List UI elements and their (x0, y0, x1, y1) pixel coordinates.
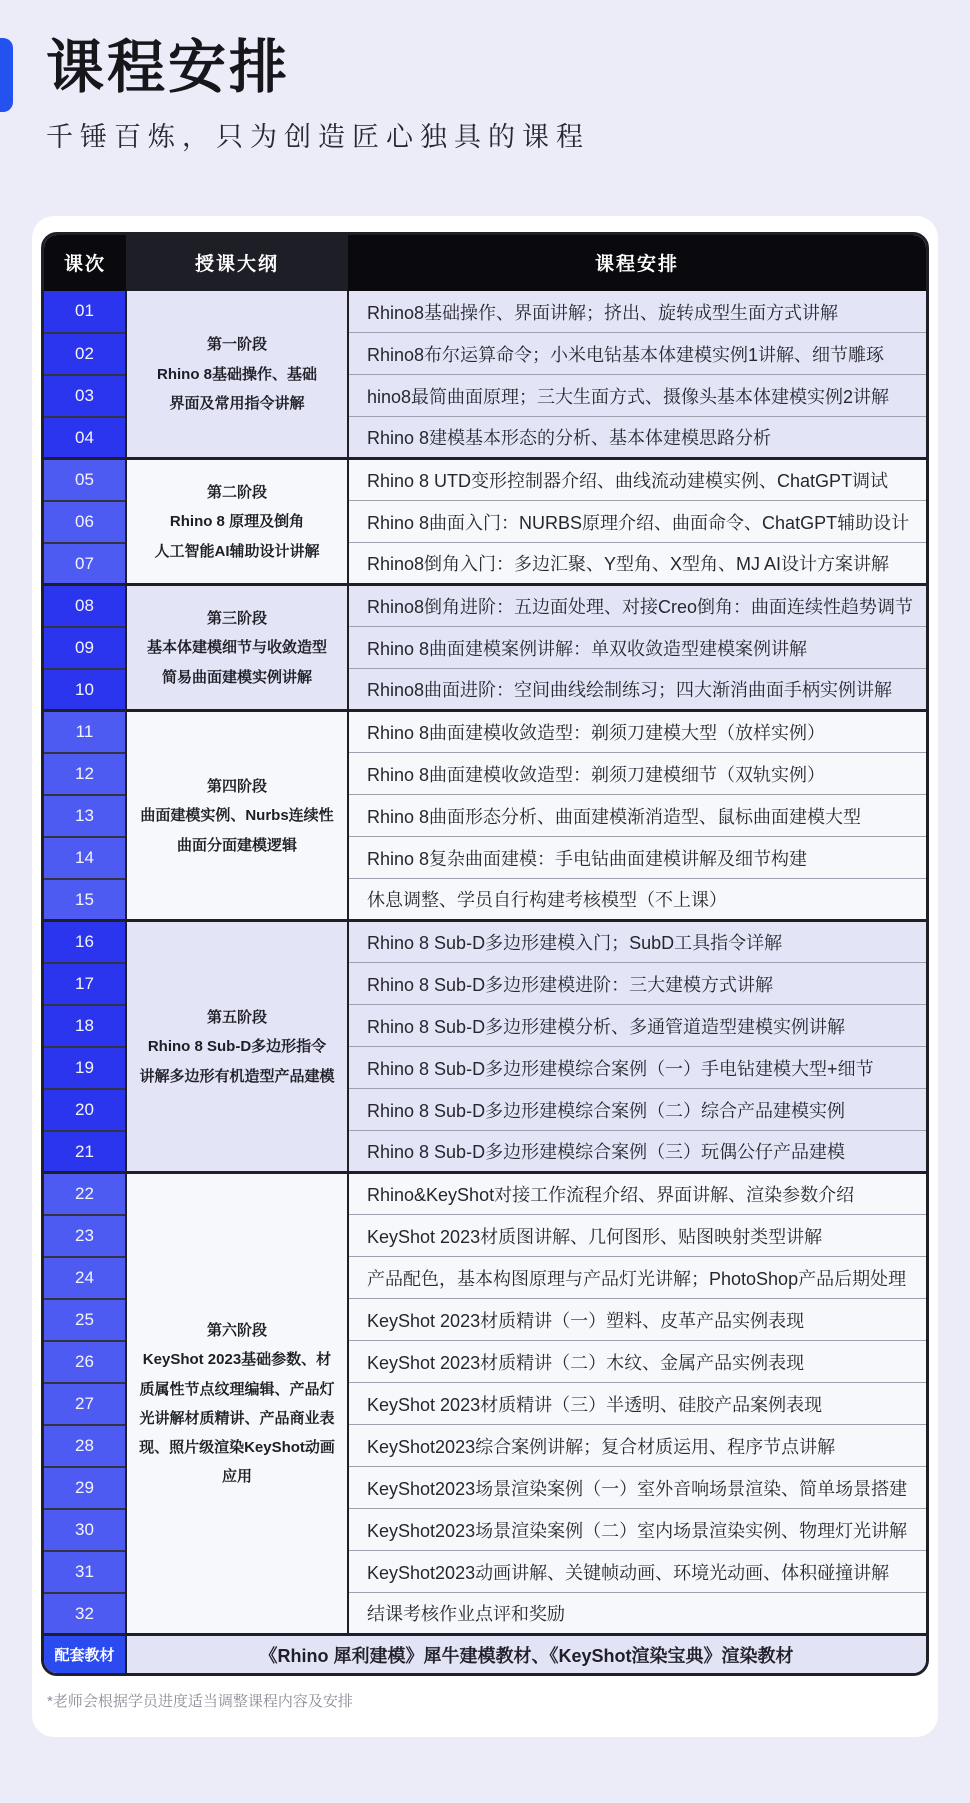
lesson-number: 18 (44, 1005, 126, 1047)
stage-outline-line: 质属性节点纹理编辑、产品灯 (139, 1380, 335, 1398)
lesson-number: 29 (44, 1467, 126, 1509)
lesson-number: 31 (44, 1551, 126, 1593)
course-table-body (44, 291, 926, 1635)
lesson-content: Rhino 8 UTD变形控制器介绍、曲线流动建模实例、ChatGPT调试 (348, 459, 926, 501)
stage-outline-line: 第三阶段 (206, 610, 267, 628)
stage-outline-line: 第六阶段 (206, 1322, 267, 1340)
lesson-content: hino8最简曲面原理；三大生面方式、摄像头基本体建模实例2讲解 (348, 375, 926, 417)
lesson-content: 产品配色，基本构图原理与产品灯光讲解；PhotoShop产品后期处理 (348, 1257, 926, 1299)
lesson-content: Rhino 8 Sub-D多边形建模入门；SubD工具指令详解 (348, 921, 926, 963)
lesson-number: 01 (44, 291, 126, 333)
lesson-number: 14 (44, 837, 126, 879)
lesson-content: Rhino 8曲面入门：NURBS原理介绍、曲面命令、ChatGPT辅助设计 (348, 501, 926, 543)
stage-outline-line: 基本体建模细节与收敛造型 (146, 639, 327, 657)
lesson-number: 27 (44, 1383, 126, 1425)
stage-outline-line: 讲解多边形有机造型产品建模 (139, 1067, 335, 1085)
lesson-number: 09 (44, 627, 126, 669)
stage-outline-line: 应用 (221, 1468, 252, 1486)
lesson-content: KeyShot 2023材质精讲（三）半透明、硅胶产品案例表现 (348, 1383, 926, 1425)
lesson-number: 06 (44, 501, 126, 543)
stage-outline-line: 第四阶段 (206, 778, 267, 796)
stage-outline-line: 人工智能AI辅助设计讲解 (154, 542, 320, 560)
table-header-row (44, 235, 926, 291)
materials-content: 《Rhino 犀利建模》犀牛建模教材、《KeyShot渲染宝典》渲染教材 (126, 1635, 926, 1673)
lesson-number: 19 (44, 1047, 126, 1089)
lesson-content: KeyShot 2023材质图讲解、几何图形、贴图映射类型讲解 (348, 1215, 926, 1257)
lesson-number: 30 (44, 1509, 126, 1551)
table-row (44, 585, 926, 627)
page-header (0, 0, 970, 154)
lesson-content: Rhino8倒角进阶：五边面处理、对接Creo倒角：曲面连续性趋势调节 (348, 585, 926, 627)
lesson-content: 休息调整、学员自行构建考核模型（不上课） (348, 879, 926, 921)
lesson-content: Rhino 8 Sub-D多边形建模分析、多通管道造型建模实例讲解 (348, 1005, 926, 1047)
stage-outline-line: 简易曲面建模实例讲解 (161, 668, 312, 686)
table-row (44, 711, 926, 753)
lesson-number: 24 (44, 1257, 126, 1299)
stage-outline-line: Rhino 8基础操作、基础 (157, 365, 317, 383)
lesson-number: 10 (44, 669, 126, 711)
lesson-content: KeyShot2023综合案例讲解；复合材质运用、程序节点讲解 (348, 1425, 926, 1467)
lesson-content: Rhino8基础操作、界面讲解；挤出、旋转成型生面方式讲解 (348, 291, 926, 333)
stage-outline (126, 921, 348, 1173)
lesson-content: Rhino 8曲面建模收敛造型：剃须刀建模细节（双轨实例） (348, 753, 926, 795)
stage-outline (126, 459, 348, 585)
course-schedule-table (44, 235, 926, 1673)
stage-outline (126, 1173, 348, 1635)
stage-outline-line: 曲面建模实例、Nurbs连续性 (140, 807, 334, 825)
page-title: 课程安排 (46, 35, 291, 100)
lesson-number: 02 (44, 333, 126, 375)
materials-row (44, 1635, 926, 1673)
col-header-lesson-no: 课次 (44, 235, 126, 291)
lesson-number: 13 (44, 795, 126, 837)
lesson-number: 07 (44, 543, 126, 585)
stage-outline (126, 711, 348, 921)
lesson-content: Rhino 8复杂曲面建模：手电钻曲面建模讲解及细节构建 (348, 837, 926, 879)
stage-outline-line: 光讲解材质精讲、产品商业表 (139, 1409, 335, 1427)
stage-outline (126, 585, 348, 711)
lesson-number: 03 (44, 375, 126, 417)
stage-outline-line: 第五阶段 (206, 1009, 267, 1027)
stage-outline-line: 第一阶段 (206, 336, 267, 354)
course-table (41, 232, 929, 1676)
lesson-number: 25 (44, 1299, 126, 1341)
lesson-content: KeyShot 2023材质精讲（一）塑料、皮革产品实例表现 (348, 1299, 926, 1341)
lesson-content: KeyShot2023场景渲染案例（一）室外音响场景渲染、简单场景搭建 (348, 1467, 926, 1509)
lesson-number: 16 (44, 921, 126, 963)
lesson-content: KeyShot 2023材质精讲（二）木纹、金属产品实例表现 (348, 1341, 926, 1383)
lesson-number: 11 (44, 711, 126, 753)
stage-outline-line: 现、照片级渲染KeyShot动画 (139, 1439, 335, 1457)
lesson-number: 15 (44, 879, 126, 921)
lesson-number: 23 (44, 1215, 126, 1257)
lesson-content: Rhino 8 Sub-D多边形建模进阶：三大建模方式讲解 (348, 963, 926, 1005)
stage-outline-line: Rhino 8 Sub-D多边形指令 (147, 1038, 327, 1056)
lesson-number: 05 (44, 459, 126, 501)
lesson-number: 12 (44, 753, 126, 795)
lesson-content: Rhino8布尔运算命令；小米电钻基本体建模实例1讲解、细节雕琢 (348, 333, 926, 375)
lesson-content: Rhino 8 Sub-D多边形建模综合案例（一）手电钻建模大型+细节 (348, 1047, 926, 1089)
lesson-content: 结课考核作业点评和奖励 (348, 1593, 926, 1635)
materials-label: 配套教材 (44, 1635, 126, 1673)
lesson-number: 04 (44, 417, 126, 459)
lesson-number: 08 (44, 585, 126, 627)
lesson-number: 20 (44, 1089, 126, 1131)
lesson-content: Rhino8曲面进阶：空间曲线绘制练习；四大渐消曲面手柄实例讲解 (348, 669, 926, 711)
table-row (44, 1173, 926, 1215)
lesson-number: 26 (44, 1341, 126, 1383)
stage-outline-line: 第二阶段 (206, 484, 267, 502)
lesson-number: 32 (44, 1593, 126, 1635)
lesson-content: Rhino 8 Sub-D多边形建模综合案例（二）综合产品建模实例 (348, 1089, 926, 1131)
col-header-schedule: 课程安排 (348, 235, 926, 291)
lesson-content: Rhino 8建模基本形态的分析、基本体建模思路分析 (348, 417, 926, 459)
lesson-content: Rhino 8曲面建模收敛造型：剃须刀建模大型（放样实例） (348, 711, 926, 753)
lesson-number: 28 (44, 1425, 126, 1467)
schedule-card (32, 216, 938, 1737)
stage-outline (126, 291, 348, 459)
lesson-content: Rhino&KeyShot对接工作流程介绍、界面讲解、渲染参数介绍 (348, 1173, 926, 1215)
lesson-content: Rhino 8曲面形态分析、曲面建模渐消造型、鼠标曲面建模大型 (348, 795, 926, 837)
lesson-number: 17 (44, 963, 126, 1005)
col-header-outline: 授课大纲 (126, 235, 348, 291)
table-row (44, 921, 926, 963)
lesson-content: Rhino 8 Sub-D多边形建模综合案例（三）玩偶公仔产品建模 (348, 1131, 926, 1173)
table-row (44, 459, 926, 501)
table-row (44, 291, 926, 333)
stage-outline-line: 界面及常用指令讲解 (169, 394, 305, 412)
page-subtitle: 千锤百炼，只为创造匠心独具的课程 (46, 121, 590, 152)
stage-outline-line: KeyShot 2023基础参数、材 (142, 1351, 332, 1369)
stage-outline-line: 曲面分面建模逻辑 (176, 836, 297, 854)
lesson-content: Rhino8倒角入门：多边汇聚、Y型角、X型角、MJ AI设计方案讲解 (348, 543, 926, 585)
lesson-content: Rhino 8曲面建模案例讲解：单双收敛造型建模案例讲解 (348, 627, 926, 669)
lesson-number: 21 (44, 1131, 126, 1173)
lesson-content: KeyShot2023动画讲解、关键帧动画、环境光动画、体积碰撞讲解 (348, 1551, 926, 1593)
title-accent-bar (0, 38, 13, 112)
footnote: *老师会根据学员进度适当调整课程内容及安排 (47, 1692, 353, 1710)
stage-outline-line: Rhino 8 原理及倒角 (169, 513, 305, 531)
lesson-number: 22 (44, 1173, 126, 1215)
lesson-content: KeyShot2023场景渲染案例（二）室内场景渲染实例、物理灯光讲解 (348, 1509, 926, 1551)
